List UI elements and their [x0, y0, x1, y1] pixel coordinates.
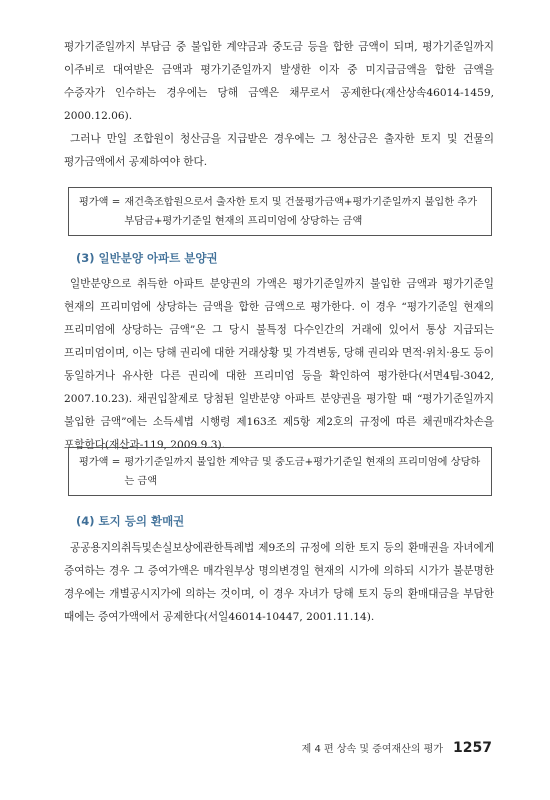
page-number: 1257 — [453, 740, 492, 756]
paragraph-general-presale: 일반분양으로 취득한 아파트 분양권의 가액은 평가기준일까지 불입한 금액과 평가기준일 현재의 프리미엄에 상당하는 금액을 합한 금액으로 평가한다. 이 경우 “평가기준일 현재의 프리미엄에 상당하는 금액”은 그 당시 불특정 다수인간의 거래에 있어서 통상 지급되는 프리미엄이며, 이는 당해 권리에 대한 거래상황 및 가격변동, 당해 권리와 면적·위치·용도 등이 동일하거나 유사한 다른 권리에 대한 프리미엄 등을 확인하여 평가한다(서면4팀-3042, 2007.10.23). 채권입찰제로 당첨된 일반분양 아파트 분양권을 평가할 때 “평가기준일까지 불입한 금액”에는 소득세법 시행령 제163조 제5항 제2호의 규정에 따른 채권매각차손을 포함한다(재산과-119, 2009.9.3). — [64, 278, 494, 451]
footer-part-title: 제 4 편 상속 및 증여재산의 평가 — [301, 744, 444, 755]
section-heading-repurchase-right: (4) 토지 등의 환매권 — [76, 514, 185, 528]
formula-label: 평가액 = — [79, 457, 121, 468]
paragraph-valuation-deposit: 평가기준일까지 부담금 중 불입한 계약금과 중도금 등을 합한 금액이 되며, 평가기준일까지 이주비로 대여받은 금액과 평가기준일까지 발생한 이자 중 미지급금액을 합한 금액을 수증자가 인수하는 경우에는 당해 금액은 채무로서 공제한다(재산상속46014-1459, 2000.12.06). — [64, 41, 494, 122]
paragraph-settlement-deduction: 그러나 만일 조합원이 청산금을 지급받은 경우에는 그 청산금은 출자한 토지 및 건물의 평가금액에서 공제하여야 한다. — [64, 133, 494, 168]
formula-box-presale — [68, 447, 492, 496]
formula-label: 평가액 = — [79, 197, 121, 208]
formula-text: 평가기준일까지 불입한 계약금 및 중도금+평가기준일 현재의 프리미엄에 상당하는 금액 — [124, 457, 481, 487]
paragraph-repurchase-right: 공공용지의취득및손실보상에관한특례법 제9조의 규정에 의한 토지 등의 환매권을 자녀에게 증여하는 경우 그 증여가액은 매각원부상 명의변경일 현재의 시가에 의하되 시가가 불분명한 경우에는 개별공시지가에 의하는 것이며, 이 경우 자녀가 당해 토지 등의 환매대금을 부담한 때에는 증여가액에서 공제한다(서일46014-10447, 2001.11.14). — [64, 542, 494, 623]
formula-text: 재건축조합원으로서 출자한 토지 및 건물평가금액+평가기준일까지 불입한 추가부담금+평가기준일 현재의 프리미엄에 상당하는 금액 — [124, 197, 478, 227]
page-footer — [302, 740, 492, 756]
formula-box-reconstruction — [68, 187, 492, 236]
section-heading-general-presale: (3) 일반분양 아파트 분양권 — [76, 251, 218, 265]
